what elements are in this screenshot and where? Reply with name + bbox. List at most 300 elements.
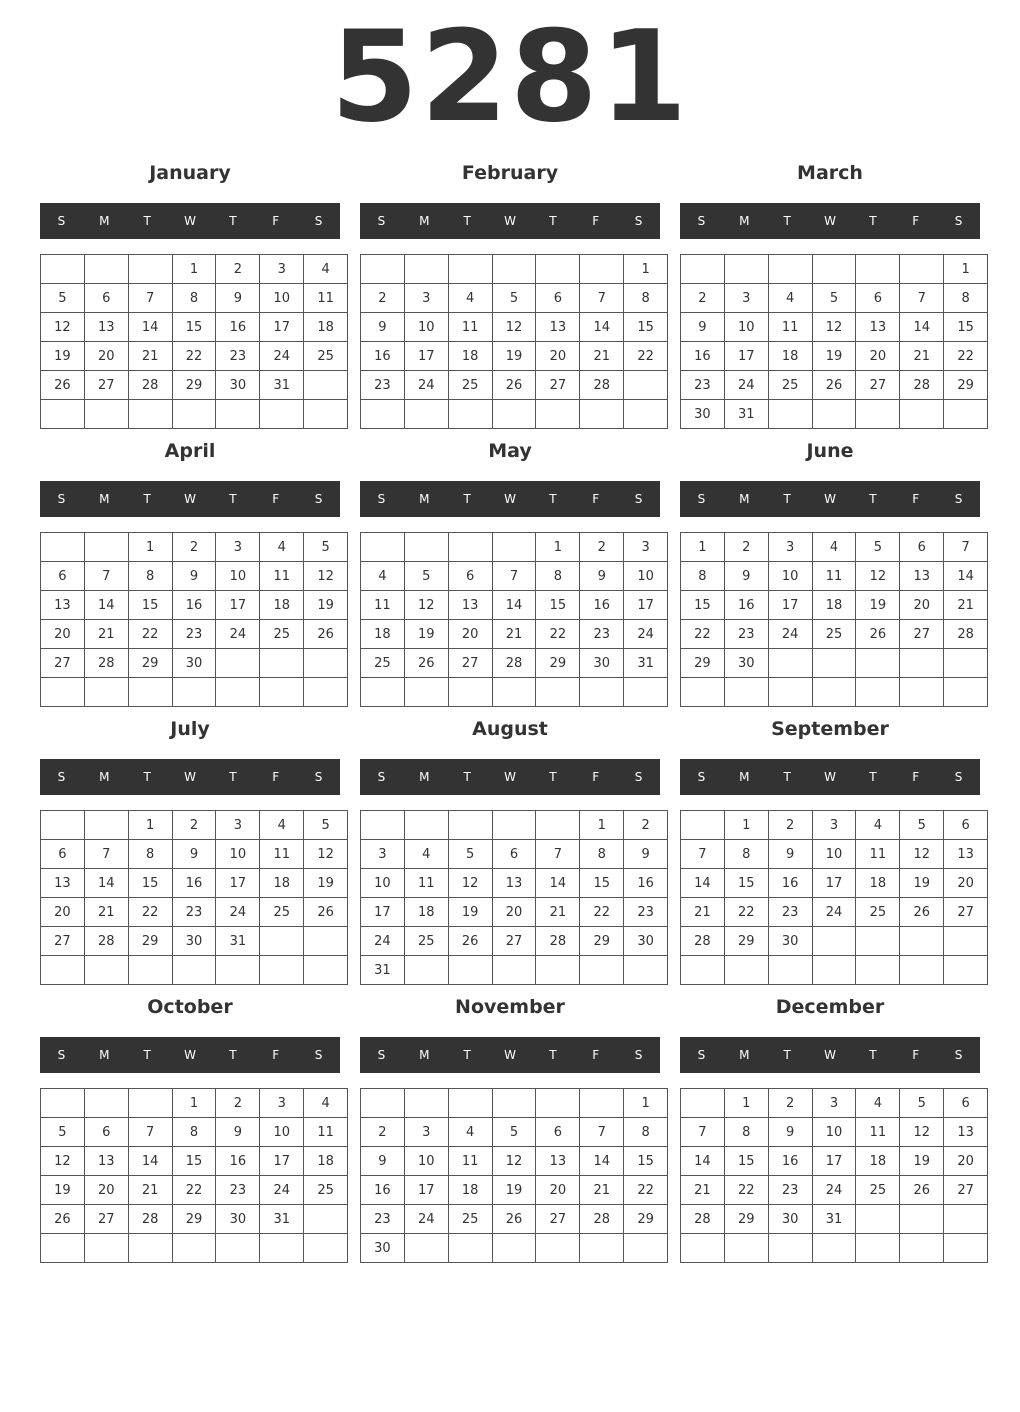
day-cell: 24 xyxy=(624,620,668,649)
day-cell: 20 xyxy=(41,898,85,927)
day-cell: 5 xyxy=(492,284,536,313)
week-row xyxy=(361,927,668,956)
day-cell: 21 xyxy=(681,898,725,927)
weekday-label: M xyxy=(99,770,110,784)
week-row xyxy=(361,840,668,869)
day-grid xyxy=(360,532,668,707)
day-cell xyxy=(41,811,85,840)
day-cell xyxy=(361,811,405,840)
day-cell xyxy=(536,400,580,429)
day-cell: 16 xyxy=(768,869,812,898)
day-cell: 28 xyxy=(128,1205,172,1234)
day-cell: 19 xyxy=(404,620,448,649)
day-cell xyxy=(900,956,944,985)
day-cell xyxy=(724,1234,768,1263)
day-cell xyxy=(768,678,812,707)
day-cell xyxy=(536,678,580,707)
week-row xyxy=(41,869,348,898)
weekday-label: T xyxy=(229,770,237,784)
day-cell xyxy=(681,956,725,985)
day-cell: 3 xyxy=(624,533,668,562)
week-row xyxy=(41,1147,348,1176)
day-cell: 19 xyxy=(492,342,536,371)
weekday-label: W xyxy=(824,492,836,506)
day-cell: 15 xyxy=(624,313,668,342)
day-cell: 6 xyxy=(856,284,900,313)
day-cell: 13 xyxy=(536,313,580,342)
day-cell: 29 xyxy=(624,1205,668,1234)
week-row xyxy=(361,562,668,591)
day-cell: 9 xyxy=(216,1118,260,1147)
day-cell: 1 xyxy=(944,255,988,284)
day-cell xyxy=(944,927,988,956)
day-cell xyxy=(812,678,856,707)
day-cell: 17 xyxy=(260,313,304,342)
day-cell: 17 xyxy=(812,1147,856,1176)
day-cell: 14 xyxy=(128,1147,172,1176)
day-cell: 11 xyxy=(304,284,348,313)
day-cell xyxy=(404,255,448,284)
day-cell: 12 xyxy=(900,840,944,869)
day-cell: 2 xyxy=(768,811,812,840)
weekday-label: W xyxy=(184,214,196,228)
day-cell: 20 xyxy=(536,1176,580,1205)
day-cell: 8 xyxy=(128,840,172,869)
day-cell xyxy=(944,1205,988,1234)
day-cell xyxy=(536,1234,580,1263)
day-cell xyxy=(172,678,216,707)
day-cell: 15 xyxy=(128,869,172,898)
day-cell: 16 xyxy=(361,1176,405,1205)
day-cell: 8 xyxy=(681,562,725,591)
day-cell: 9 xyxy=(724,562,768,591)
day-cell: 31 xyxy=(724,400,768,429)
day-cell xyxy=(624,678,668,707)
day-cell: 8 xyxy=(624,1118,668,1147)
day-cell: 5 xyxy=(41,284,85,313)
day-grid xyxy=(680,532,988,707)
day-cell: 1 xyxy=(172,1089,216,1118)
day-cell: 18 xyxy=(404,898,448,927)
day-cell xyxy=(128,956,172,985)
day-cell xyxy=(84,255,128,284)
day-cell xyxy=(304,371,348,400)
weekday-header xyxy=(40,1037,340,1073)
day-cell: 9 xyxy=(624,840,668,869)
weekday-label: S xyxy=(697,1048,706,1062)
weekday-header xyxy=(40,203,340,239)
day-cell xyxy=(536,1089,580,1118)
day-cell: 26 xyxy=(448,927,492,956)
day-cell: 18 xyxy=(260,591,304,620)
day-cell: 17 xyxy=(624,591,668,620)
day-cell xyxy=(900,1205,944,1234)
day-cell xyxy=(681,811,725,840)
weekday-label: M xyxy=(419,1048,430,1062)
day-cell: 20 xyxy=(944,869,988,898)
day-cell: 17 xyxy=(260,1147,304,1176)
week-row xyxy=(361,1234,668,1263)
day-cell: 2 xyxy=(172,533,216,562)
day-cell: 25 xyxy=(304,342,348,371)
week-row xyxy=(681,678,988,707)
day-cell xyxy=(84,956,128,985)
day-cell xyxy=(172,1234,216,1263)
month-name: August xyxy=(472,718,548,740)
day-cell: 25 xyxy=(768,371,812,400)
day-cell: 29 xyxy=(172,371,216,400)
weekday-label: S xyxy=(314,492,323,506)
day-cell: 31 xyxy=(812,1205,856,1234)
day-cell: 24 xyxy=(404,371,448,400)
day-cell xyxy=(41,956,85,985)
day-cell: 26 xyxy=(856,620,900,649)
day-cell xyxy=(304,400,348,429)
day-cell: 13 xyxy=(944,1118,988,1147)
day-cell: 11 xyxy=(856,1118,900,1147)
day-cell xyxy=(404,1234,448,1263)
week-row xyxy=(681,811,988,840)
day-cell: 8 xyxy=(724,840,768,869)
day-cell: 20 xyxy=(856,342,900,371)
day-cell: 27 xyxy=(944,1176,988,1205)
day-cell xyxy=(172,400,216,429)
weekday-label: T xyxy=(783,492,791,506)
day-cell: 12 xyxy=(900,1118,944,1147)
day-cell: 7 xyxy=(84,562,128,591)
week-row xyxy=(361,342,668,371)
week-row xyxy=(681,533,988,562)
day-cell: 19 xyxy=(41,1176,85,1205)
week-row xyxy=(361,533,668,562)
week-row xyxy=(681,649,988,678)
day-cell: 30 xyxy=(216,371,260,400)
day-cell: 25 xyxy=(260,898,304,927)
day-cell: 30 xyxy=(216,1205,260,1234)
week-row xyxy=(681,1176,988,1205)
day-cell: 20 xyxy=(84,342,128,371)
day-cell: 5 xyxy=(900,811,944,840)
weekday-label: T xyxy=(463,1048,471,1062)
weekday-label: F xyxy=(912,770,920,784)
week-row xyxy=(681,562,988,591)
day-cell: 15 xyxy=(172,313,216,342)
day-cell: 5 xyxy=(304,811,348,840)
week-row xyxy=(681,591,988,620)
week-row xyxy=(681,898,988,927)
week-row xyxy=(41,342,348,371)
weekday-header xyxy=(680,203,980,239)
day-cell: 16 xyxy=(624,869,668,898)
day-cell: 3 xyxy=(216,533,260,562)
day-cell xyxy=(768,1234,812,1263)
day-cell xyxy=(856,956,900,985)
day-cell xyxy=(361,678,405,707)
day-cell: 30 xyxy=(724,649,768,678)
day-cell: 6 xyxy=(536,284,580,313)
day-cell xyxy=(304,1234,348,1263)
day-cell: 24 xyxy=(724,371,768,400)
weekday-label: S xyxy=(377,1048,386,1062)
day-cell: 2 xyxy=(216,1089,260,1118)
day-cell: 5 xyxy=(812,284,856,313)
weekday-label: T xyxy=(143,492,151,506)
day-cell: 7 xyxy=(492,562,536,591)
day-cell: 6 xyxy=(536,1118,580,1147)
day-cell: 1 xyxy=(724,811,768,840)
week-row xyxy=(361,869,668,898)
day-cell: 9 xyxy=(580,562,624,591)
day-cell: 11 xyxy=(768,313,812,342)
day-cell xyxy=(624,400,668,429)
day-cell: 24 xyxy=(260,342,304,371)
week-row xyxy=(681,927,988,956)
day-cell: 3 xyxy=(260,255,304,284)
week-row xyxy=(41,1118,348,1147)
day-cell: 2 xyxy=(624,811,668,840)
day-cell: 21 xyxy=(580,1176,624,1205)
day-cell: 23 xyxy=(724,620,768,649)
day-cell: 28 xyxy=(681,1205,725,1234)
day-cell: 11 xyxy=(361,591,405,620)
day-cell: 1 xyxy=(536,533,580,562)
day-cell: 1 xyxy=(624,255,668,284)
day-cell: 2 xyxy=(361,284,405,313)
day-cell xyxy=(448,1089,492,1118)
day-cell: 9 xyxy=(768,840,812,869)
day-cell: 1 xyxy=(128,811,172,840)
day-cell: 21 xyxy=(580,342,624,371)
week-row xyxy=(681,620,988,649)
day-cell: 10 xyxy=(724,313,768,342)
day-cell: 10 xyxy=(361,869,405,898)
day-grid xyxy=(40,810,348,985)
day-cell: 28 xyxy=(900,371,944,400)
week-row xyxy=(41,1176,348,1205)
day-cell: 7 xyxy=(681,1118,725,1147)
day-cell xyxy=(41,1234,85,1263)
day-cell xyxy=(856,649,900,678)
day-cell xyxy=(260,927,304,956)
weekday-label: W xyxy=(824,1048,836,1062)
weekday-header xyxy=(360,203,660,239)
day-cell: 18 xyxy=(260,869,304,898)
day-cell: 27 xyxy=(84,1205,128,1234)
day-cell xyxy=(580,1089,624,1118)
weekday-label: M xyxy=(99,1048,110,1062)
week-row xyxy=(361,811,668,840)
day-cell: 13 xyxy=(84,313,128,342)
week-row xyxy=(361,371,668,400)
day-cell: 7 xyxy=(944,533,988,562)
weekday-label: S xyxy=(377,492,386,506)
weekday-label: T xyxy=(783,770,791,784)
day-cell: 30 xyxy=(172,927,216,956)
day-cell: 7 xyxy=(128,1118,172,1147)
day-cell: 11 xyxy=(856,840,900,869)
day-cell: 22 xyxy=(172,342,216,371)
day-cell: 18 xyxy=(768,342,812,371)
day-cell: 28 xyxy=(84,649,128,678)
day-cell: 15 xyxy=(536,591,580,620)
day-cell: 4 xyxy=(768,284,812,313)
day-cell xyxy=(404,956,448,985)
day-cell: 28 xyxy=(492,649,536,678)
day-cell: 27 xyxy=(856,371,900,400)
day-cell: 13 xyxy=(84,1147,128,1176)
day-cell xyxy=(448,1234,492,1263)
week-row xyxy=(361,898,668,927)
month-name: September xyxy=(771,718,889,740)
day-cell: 26 xyxy=(41,1205,85,1234)
day-cell: 12 xyxy=(304,840,348,869)
day-cell xyxy=(724,678,768,707)
day-cell: 19 xyxy=(492,1176,536,1205)
day-cell: 8 xyxy=(944,284,988,313)
day-cell: 29 xyxy=(724,927,768,956)
weekday-label: M xyxy=(419,214,430,228)
week-row xyxy=(361,1089,668,1118)
day-cell: 3 xyxy=(812,1089,856,1118)
day-cell: 7 xyxy=(900,284,944,313)
weekday-label: T xyxy=(549,214,557,228)
day-cell: 17 xyxy=(361,898,405,927)
weekday-label: F xyxy=(592,492,600,506)
week-row xyxy=(41,840,348,869)
week-row xyxy=(361,400,668,429)
day-cell: 14 xyxy=(128,313,172,342)
day-cell: 27 xyxy=(41,649,85,678)
day-grid xyxy=(40,532,348,707)
weekday-label: W xyxy=(824,770,836,784)
day-cell: 3 xyxy=(404,1118,448,1147)
month-name: July xyxy=(170,718,210,740)
day-cell xyxy=(944,678,988,707)
day-cell: 4 xyxy=(361,562,405,591)
weekday-label: T xyxy=(229,214,237,228)
day-grid xyxy=(360,810,668,985)
day-cell xyxy=(492,1234,536,1263)
day-cell: 30 xyxy=(580,649,624,678)
day-cell: 11 xyxy=(812,562,856,591)
day-cell: 11 xyxy=(260,840,304,869)
weekday-label: T xyxy=(549,492,557,506)
day-cell: 19 xyxy=(900,1147,944,1176)
week-row xyxy=(361,255,668,284)
day-cell xyxy=(41,255,85,284)
day-cell: 21 xyxy=(128,1176,172,1205)
day-cell xyxy=(681,1234,725,1263)
day-cell: 25 xyxy=(448,1205,492,1234)
week-row xyxy=(681,1147,988,1176)
day-cell: 10 xyxy=(404,313,448,342)
day-cell: 15 xyxy=(724,1147,768,1176)
day-cell: 24 xyxy=(404,1205,448,1234)
weekday-label: T xyxy=(783,214,791,228)
week-row xyxy=(41,649,348,678)
weekday-header xyxy=(360,759,660,795)
week-row xyxy=(681,1205,988,1234)
day-cell: 16 xyxy=(580,591,624,620)
day-cell xyxy=(260,400,304,429)
day-cell xyxy=(361,400,405,429)
day-cell: 19 xyxy=(304,869,348,898)
week-row xyxy=(41,284,348,313)
day-cell: 3 xyxy=(404,284,448,313)
day-cell: 21 xyxy=(492,620,536,649)
day-cell: 10 xyxy=(812,1118,856,1147)
day-cell: 10 xyxy=(260,1118,304,1147)
day-grid xyxy=(40,254,348,429)
day-cell: 31 xyxy=(216,927,260,956)
day-cell: 29 xyxy=(536,649,580,678)
day-cell xyxy=(84,678,128,707)
day-cell xyxy=(128,255,172,284)
day-cell: 22 xyxy=(128,620,172,649)
day-cell xyxy=(681,1089,725,1118)
day-cell: 10 xyxy=(768,562,812,591)
weekday-label: F xyxy=(592,214,600,228)
weekday-label: M xyxy=(739,492,750,506)
day-cell: 23 xyxy=(768,898,812,927)
day-cell: 28 xyxy=(580,1205,624,1234)
day-cell: 23 xyxy=(681,371,725,400)
day-cell xyxy=(492,811,536,840)
day-cell xyxy=(536,956,580,985)
day-grid xyxy=(680,810,988,985)
month-name: May xyxy=(488,440,532,462)
day-cell: 7 xyxy=(681,840,725,869)
day-cell: 12 xyxy=(404,591,448,620)
day-cell: 1 xyxy=(681,533,725,562)
day-cell: 16 xyxy=(681,342,725,371)
day-cell: 12 xyxy=(304,562,348,591)
day-cell: 16 xyxy=(724,591,768,620)
day-cell xyxy=(624,1234,668,1263)
day-cell: 17 xyxy=(812,869,856,898)
day-cell: 13 xyxy=(448,591,492,620)
weekday-label: M xyxy=(419,770,430,784)
day-cell xyxy=(856,927,900,956)
weekday-label: S xyxy=(634,1048,643,1062)
day-cell xyxy=(944,649,988,678)
day-cell: 15 xyxy=(624,1147,668,1176)
weekday-header xyxy=(40,759,340,795)
day-cell: 5 xyxy=(856,533,900,562)
day-cell: 21 xyxy=(900,342,944,371)
day-cell: 20 xyxy=(41,620,85,649)
day-cell: 24 xyxy=(768,620,812,649)
day-cell xyxy=(404,400,448,429)
weekday-label: T xyxy=(869,492,877,506)
day-cell xyxy=(260,1234,304,1263)
day-cell xyxy=(768,400,812,429)
day-cell: 31 xyxy=(260,371,304,400)
day-cell xyxy=(404,678,448,707)
day-cell: 22 xyxy=(128,898,172,927)
day-cell: 26 xyxy=(900,1176,944,1205)
day-cell: 12 xyxy=(492,1147,536,1176)
day-cell: 2 xyxy=(580,533,624,562)
day-cell: 10 xyxy=(812,840,856,869)
day-cell: 30 xyxy=(768,1205,812,1234)
day-cell: 27 xyxy=(536,1205,580,1234)
day-cell: 11 xyxy=(304,1118,348,1147)
day-cell: 30 xyxy=(624,927,668,956)
week-row xyxy=(41,956,348,985)
week-row xyxy=(681,400,988,429)
day-cell: 28 xyxy=(580,371,624,400)
